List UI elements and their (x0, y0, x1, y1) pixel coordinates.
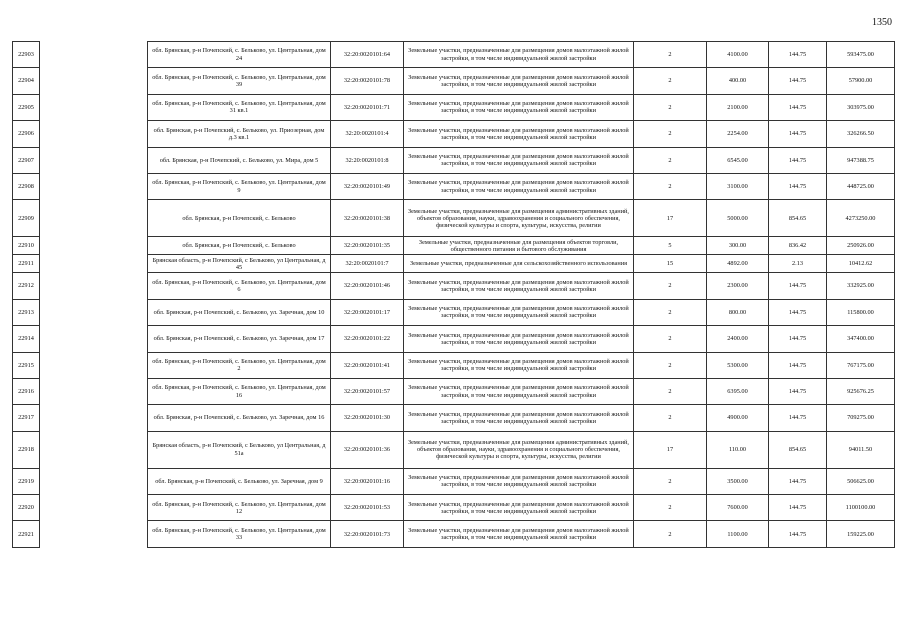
land-use-cell: Земельные участки, предназначенные для размещения домов малоэтажной жилой застройки, в том числе индивидуальной жилой застройки (404, 94, 634, 120)
cadastral-value-cell: 159225.00 (827, 521, 895, 547)
table-row (13, 378, 895, 404)
spacer-cell (40, 173, 148, 199)
address-cell: обл. Брянская, р-н Почепский, с. Бельково (148, 237, 331, 255)
category-cell: 2 (634, 378, 707, 404)
row-number: 22905 (13, 94, 40, 120)
spacer-cell (40, 147, 148, 173)
page-number: 1350 (872, 17, 892, 28)
rate-cell: 144.75 (769, 495, 827, 521)
table-row (13, 42, 895, 68)
row-number: 22906 (13, 121, 40, 147)
land-use-cell: Земельные участки, предназначенные для размещения домов малоэтажной жилой застройки, в том числе индивидуальной жилой застройки (404, 378, 634, 404)
address-cell: обл. Брянская, р-н Почепский, с. Бельково, ул. Центральная, дом 16 (148, 378, 331, 404)
table-row (13, 405, 895, 431)
category-cell: 17 (634, 200, 707, 237)
row-number: 22903 (13, 42, 40, 68)
land-use-cell: Земельные участки, предназначенные для размещения домов малоэтажной жилой застройки, в том числе индивидуальной жилой застройки (404, 121, 634, 147)
area-cell: 5300.00 (707, 352, 769, 378)
land-use-cell: Земельные участки, предназначенные для размещения объектов торговли, общественного питания и бытового обслуживания (404, 237, 634, 255)
cadastral-value-table (12, 41, 895, 548)
cadastral-number-cell: 32:20:0020101:57 (331, 378, 404, 404)
table-row (13, 273, 895, 299)
spacer-cell (40, 326, 148, 352)
cadastral-number-cell: 32:20:0020101:78 (331, 68, 404, 94)
land-use-cell: Земельные участки, предназначенные для размещения административных зданий, объектов образования, науки, здравоохранения и социального обеспечения, физической культуры и спорта, культуры, искусства, религии (404, 200, 634, 237)
row-number: 22910 (13, 237, 40, 255)
spacer-cell (40, 352, 148, 378)
address-cell: обл. Брянская, р-н Почепский, с. Бельково, ул. Центральная, дом 6 (148, 273, 331, 299)
cadastral-number-cell: 32:20:0020101:4 (331, 121, 404, 147)
address-cell: обл. Брянская, р-н Почепский, с. Бельково, ул. Центральная, дом 39 (148, 68, 331, 94)
spacer-cell (40, 68, 148, 94)
land-use-cell: Земельные участки, предназначенные для сельскохозяйственного использования (404, 255, 634, 273)
row-number: 22912 (13, 273, 40, 299)
land-use-cell: Земельные участки, предназначенные для размещения домов малоэтажной жилой застройки, в том числе индивидуальной жилой застройки (404, 299, 634, 325)
spacer-cell (40, 255, 148, 273)
address-cell: Брянская область, р-н Почепский, с Бельково, ул Центральная, д 51а (148, 431, 331, 468)
spacer-cell (40, 237, 148, 255)
cadastral-number-cell: 32:20:0020101:53 (331, 495, 404, 521)
cadastral-number-cell: 32:20:0020101:8 (331, 147, 404, 173)
address-cell: обл. Брянская, р-н Почепский, с. Бельково, ул. Центральная, дом 12 (148, 495, 331, 521)
cadastral-value-cell: 115800.00 (827, 299, 895, 325)
cadastral-value-cell: 709275.00 (827, 405, 895, 431)
spacer-cell (40, 299, 148, 325)
spacer-cell (40, 521, 148, 547)
table-row (13, 94, 895, 120)
cadastral-number-cell: 32:20:0020101:16 (331, 468, 404, 494)
address-cell: обл. Брянская, р-н Почепский, с. Бельково, ул. Мира, дом 5 (148, 147, 331, 173)
cadastral-number-cell: 32:20:0020101:7 (331, 255, 404, 273)
row-number: 22911 (13, 255, 40, 273)
rate-cell: 144.75 (769, 273, 827, 299)
category-cell: 2 (634, 495, 707, 521)
category-cell: 2 (634, 299, 707, 325)
cadastral-value-cell: 767175.00 (827, 352, 895, 378)
land-use-cell: Земельные участки, предназначенные для размещения домов малоэтажной жилой застройки, в том числе индивидуальной жилой застройки (404, 352, 634, 378)
address-cell: обл. Брянская, р-н Почепский, с. Бельково, ул. Центральная, дом 31 кв.1 (148, 94, 331, 120)
rate-cell: 144.75 (769, 68, 827, 94)
land-use-cell: Земельные участки, предназначенные для размещения домов малоэтажной жилой застройки, в том числе индивидуальной жилой застройки (404, 326, 634, 352)
rate-cell: 144.75 (769, 468, 827, 494)
cadastral-value-cell: 94011.50 (827, 431, 895, 468)
land-use-cell: Земельные участки, предназначенные для размещения административных зданий, объектов образования, науки, здравоохранения и социального обеспечения, физической культуры и спорта, культуры, искусства, религии (404, 431, 634, 468)
spacer-cell (40, 468, 148, 494)
land-use-cell: Земельные участки, предназначенные для размещения домов малоэтажной жилой застройки, в том числе индивидуальной жилой застройки (404, 405, 634, 431)
address-cell: обл. Брянская, р-н Почепский, с. Бельково, ул. Заречная, дом 9 (148, 468, 331, 494)
spacer-cell (40, 431, 148, 468)
cadastral-value-cell: 303975.00 (827, 94, 895, 120)
row-number: 22915 (13, 352, 40, 378)
cadastral-number-cell: 32:20:0020101:64 (331, 42, 404, 68)
cadastral-value-cell: 925676.25 (827, 378, 895, 404)
cadastral-value-cell: 4273250.00 (827, 200, 895, 237)
area-cell: 2300.00 (707, 273, 769, 299)
category-cell: 2 (634, 405, 707, 431)
area-cell: 400.00 (707, 68, 769, 94)
land-use-cell: Земельные участки, предназначенные для размещения домов малоэтажной жилой застройки, в том числе индивидуальной жилой застройки (404, 147, 634, 173)
cadastral-number-cell: 32:20:0020101:49 (331, 173, 404, 199)
area-cell: 2400.00 (707, 326, 769, 352)
category-cell: 2 (634, 147, 707, 173)
spacer-cell (40, 378, 148, 404)
rate-cell: 144.75 (769, 326, 827, 352)
cadastral-number-cell: 32:20:0020101:30 (331, 405, 404, 431)
cadastral-value-cell: 332925.00 (827, 273, 895, 299)
cadastral-number-cell: 32:20:0020101:35 (331, 237, 404, 255)
rate-cell: 144.75 (769, 299, 827, 325)
cadastral-value-cell: 593475.00 (827, 42, 895, 68)
spacer-cell (40, 200, 148, 237)
category-cell: 2 (634, 68, 707, 94)
area-cell: 3100.00 (707, 173, 769, 199)
table-row (13, 326, 895, 352)
category-cell: 2 (634, 326, 707, 352)
table-row (13, 121, 895, 147)
table-row (13, 521, 895, 547)
land-use-cell: Земельные участки, предназначенные для размещения домов малоэтажной жилой застройки, в том числе индивидуальной жилой застройки (404, 521, 634, 547)
cadastral-number-cell: 32:20:0020101:22 (331, 326, 404, 352)
address-cell: обл. Брянская, р-н Почепский, с. Бельково (148, 200, 331, 237)
cadastral-value-cell: 10412.62 (827, 255, 895, 273)
row-number: 22913 (13, 299, 40, 325)
address-cell: обл. Брянская, р-н Почепский, с. Бельково, ул. Приозерная, дом д.3 кв.1 (148, 121, 331, 147)
rate-cell: 144.75 (769, 147, 827, 173)
category-cell: 2 (634, 273, 707, 299)
rate-cell: 144.75 (769, 352, 827, 378)
table-row (13, 468, 895, 494)
table-row (13, 299, 895, 325)
table-row (13, 352, 895, 378)
table-row (13, 237, 895, 255)
row-number: 22920 (13, 495, 40, 521)
spacer-cell (40, 405, 148, 431)
cadastral-value-cell: 347400.00 (827, 326, 895, 352)
area-cell: 2254.00 (707, 121, 769, 147)
row-number: 22919 (13, 468, 40, 494)
row-number: 22908 (13, 173, 40, 199)
cadastral-value-cell: 1100100.00 (827, 495, 895, 521)
row-number: 22918 (13, 431, 40, 468)
rate-cell: 144.75 (769, 42, 827, 68)
table-body (13, 42, 895, 548)
rate-cell: 854.65 (769, 431, 827, 468)
area-cell: 3500.00 (707, 468, 769, 494)
cadastral-number-cell: 32:20:0020101:73 (331, 521, 404, 547)
cadastral-value-cell: 326266.50 (827, 121, 895, 147)
category-cell: 17 (634, 431, 707, 468)
rate-cell: 144.75 (769, 378, 827, 404)
address-cell: обл. Брянская, р-н Почепский, с. Бельково, ул. Заречная, дом 10 (148, 299, 331, 325)
rate-cell: 144.75 (769, 94, 827, 120)
area-cell: 6395.00 (707, 378, 769, 404)
spacer-cell (40, 121, 148, 147)
row-number: 22914 (13, 326, 40, 352)
land-use-cell: Земельные участки, предназначенные для размещения домов малоэтажной жилой застройки, в том числе индивидуальной жилой застройки (404, 68, 634, 94)
area-cell: 4892.00 (707, 255, 769, 273)
rate-cell: 144.75 (769, 173, 827, 199)
address-cell: обл. Брянская, р-н Почепский, с. Бельково, ул. Центральная, дом 24 (148, 42, 331, 68)
row-number: 22921 (13, 521, 40, 547)
table-row (13, 68, 895, 94)
address-cell: Брянская область, р-н Почепский, с Бельково, ул Центральная, д 45 (148, 255, 331, 273)
area-cell: 5000.00 (707, 200, 769, 237)
table-row (13, 200, 895, 237)
land-use-cell: Земельные участки, предназначенные для размещения домов малоэтажной жилой застройки, в том числе индивидуальной жилой застройки (404, 273, 634, 299)
table-row (13, 495, 895, 521)
area-cell: 4900.00 (707, 405, 769, 431)
table-row (13, 173, 895, 199)
row-number: 22904 (13, 68, 40, 94)
spacer-cell (40, 273, 148, 299)
spacer-cell (40, 495, 148, 521)
rate-cell: 144.75 (769, 121, 827, 147)
category-cell: 2 (634, 173, 707, 199)
cadastral-value-cell: 947388.75 (827, 147, 895, 173)
row-number: 22907 (13, 147, 40, 173)
cadastral-value-cell: 448725.00 (827, 173, 895, 199)
table-row (13, 431, 895, 468)
row-number: 22909 (13, 200, 40, 237)
cadastral-value-cell: 57900.00 (827, 68, 895, 94)
spacer-cell (40, 94, 148, 120)
rate-cell: 2.13 (769, 255, 827, 273)
area-cell: 7600.00 (707, 495, 769, 521)
category-cell: 2 (634, 121, 707, 147)
cadastral-number-cell: 32:20:0020101:46 (331, 273, 404, 299)
row-number: 22916 (13, 378, 40, 404)
table-row (13, 255, 895, 273)
category-cell: 2 (634, 94, 707, 120)
rate-cell: 836.42 (769, 237, 827, 255)
category-cell: 2 (634, 352, 707, 378)
cadastral-value-cell: 506625.00 (827, 468, 895, 494)
area-cell: 4100.00 (707, 42, 769, 68)
row-number: 22917 (13, 405, 40, 431)
area-cell: 300.00 (707, 237, 769, 255)
area-cell: 110.00 (707, 431, 769, 468)
cadastral-number-cell: 32:20:0020101:38 (331, 200, 404, 237)
area-cell: 2100.00 (707, 94, 769, 120)
category-cell: 2 (634, 468, 707, 494)
table-row (13, 147, 895, 173)
land-use-cell: Земельные участки, предназначенные для размещения домов малоэтажной жилой застройки, в том числе индивидуальной жилой застройки (404, 173, 634, 199)
address-cell: обл. Брянская, р-н Почепский, с. Бельково, ул. Заречная, дом 16 (148, 405, 331, 431)
address-cell: обл. Брянская, р-н Почепский, с. Бельково, ул. Центральная, дом 33 (148, 521, 331, 547)
spacer-cell (40, 42, 148, 68)
rate-cell: 854.65 (769, 200, 827, 237)
cadastral-number-cell: 32:20:0020101:17 (331, 299, 404, 325)
category-cell: 2 (634, 521, 707, 547)
category-cell: 15 (634, 255, 707, 273)
area-cell: 800.00 (707, 299, 769, 325)
land-use-cell: Земельные участки, предназначенные для размещения домов малоэтажной жилой застройки, в том числе индивидуальной жилой застройки (404, 42, 634, 68)
land-use-cell: Земельные участки, предназначенные для размещения домов малоэтажной жилой застройки, в том числе индивидуальной жилой застройки (404, 468, 634, 494)
cadastral-value-cell: 250926.00 (827, 237, 895, 255)
address-cell: обл. Брянская, р-н Почепский, с. Бельково, ул. Центральная, дом 2 (148, 352, 331, 378)
land-use-cell: Земельные участки, предназначенные для размещения домов малоэтажной жилой застройки, в том числе индивидуальной жилой застройки (404, 495, 634, 521)
category-cell: 2 (634, 42, 707, 68)
address-cell: обл. Брянская, р-н Почепский, с. Бельково, ул. Центральная, дом 9 (148, 173, 331, 199)
area-cell: 1100.00 (707, 521, 769, 547)
area-cell: 6545.00 (707, 147, 769, 173)
address-cell: обл. Брянская, р-н Почепский, с. Бельково, ул. Заречная, дом 17 (148, 326, 331, 352)
rate-cell: 144.75 (769, 521, 827, 547)
category-cell: 5 (634, 237, 707, 255)
rate-cell: 144.75 (769, 405, 827, 431)
cadastral-number-cell: 32:20:0020101:71 (331, 94, 404, 120)
cadastral-number-cell: 32:20:0020101:36 (331, 431, 404, 468)
cadastral-number-cell: 32:20:0020101:41 (331, 352, 404, 378)
